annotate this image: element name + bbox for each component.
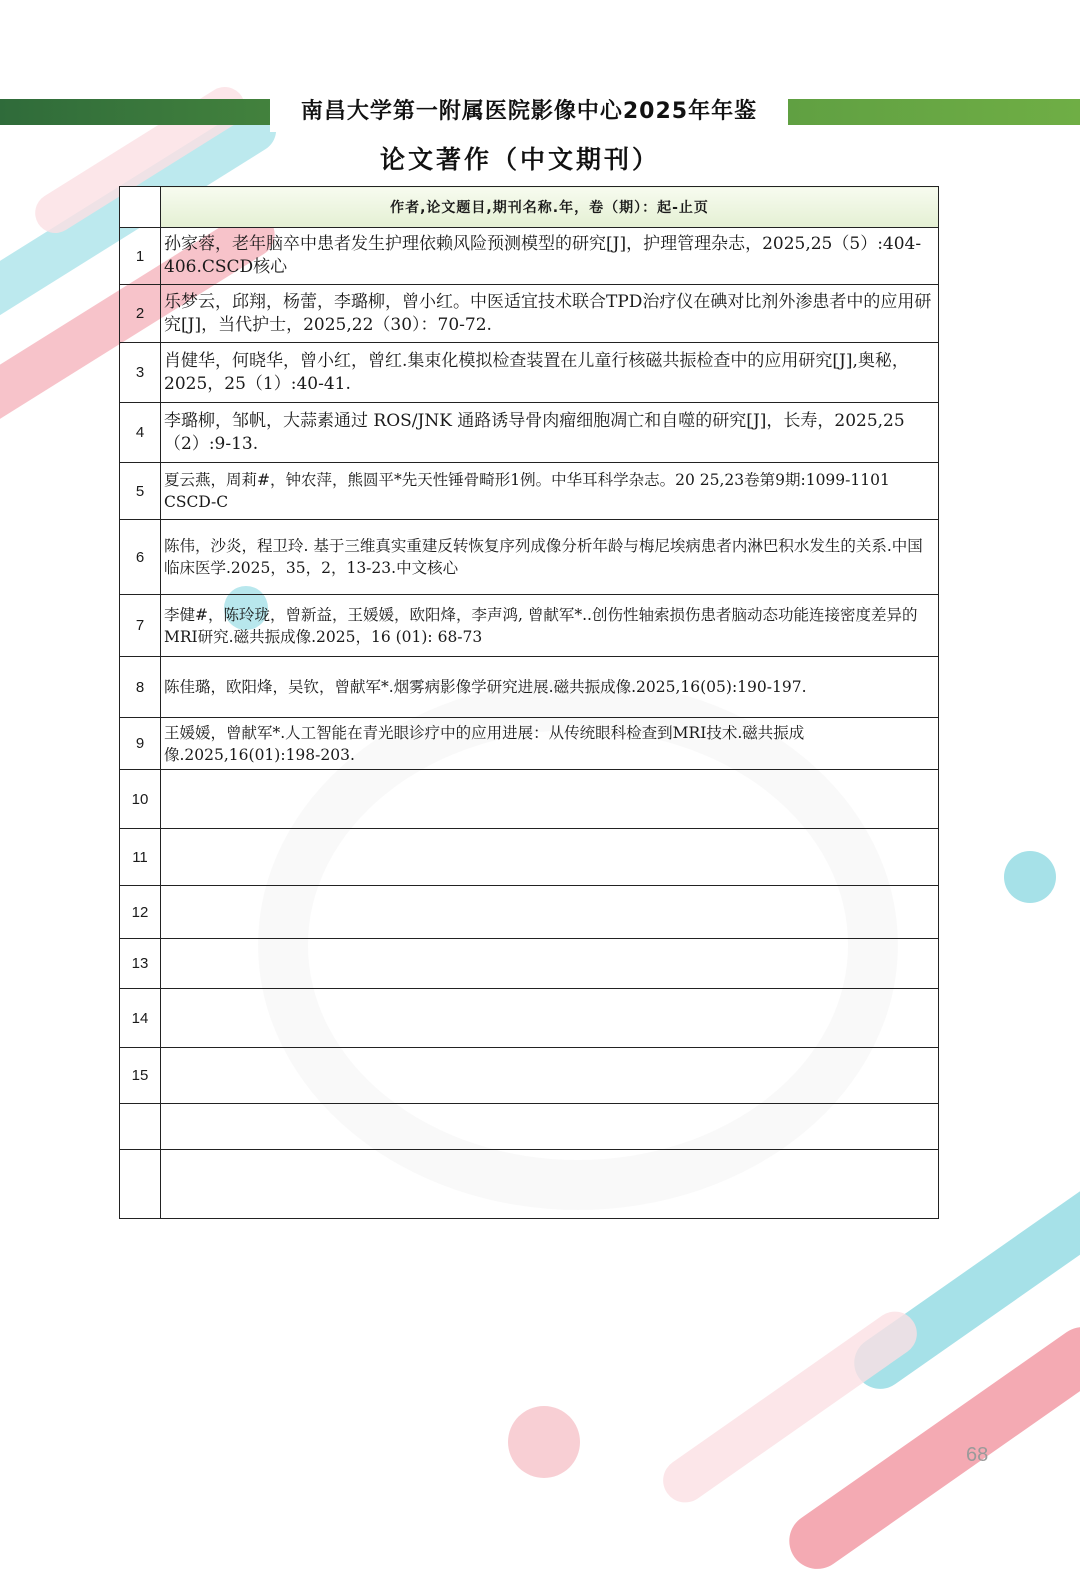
row-number: 15 [120, 1048, 161, 1104]
row-number: 2 [120, 285, 161, 343]
citation [161, 770, 939, 829]
citation: 李璐柳，邹帆，大蒜素通过 ROS/JNK 通路诱导骨肉瘤细胞凋亡和自噬的研究[J]，长寿，2025,25（2）:9-13. [161, 403, 939, 463]
table-header-row [120, 187, 939, 228]
row-number [120, 1150, 161, 1219]
page-number: 68 [966, 1444, 989, 1466]
citation [161, 886, 939, 939]
table-row [120, 770, 939, 829]
publications-table [119, 186, 939, 1219]
table-row [120, 595, 939, 657]
row-number: 10 [120, 770, 161, 829]
table-row [120, 1104, 939, 1150]
table-row [120, 718, 939, 770]
row-number [120, 1104, 161, 1150]
row-number: 6 [120, 520, 161, 595]
citation [161, 1104, 939, 1150]
row-number: 9 [120, 718, 161, 770]
table-row [120, 343, 939, 403]
citation: 王媛媛，曾献军*.人工智能在青光眼诊疗中的应用进展：从传统眼科检查到MRI技术.磁共振成像.2025,16(01):198-203. [161, 718, 939, 770]
section-title: 论文著作（中文期刊） [379, 145, 660, 174]
citation [161, 939, 939, 989]
citation [161, 829, 939, 886]
table-row [120, 228, 939, 285]
table-row [120, 1048, 939, 1104]
citation: 李健#，陈玲珑，曾新益，王媛媛，欧阳烽，李声鸿, 曾献军*..创伤性轴索损伤患者脑动态功能连接密度差异的MRI研究.磁共振成像.2025，16 (01): 68-73 [161, 595, 939, 657]
row-number: 12 [120, 886, 161, 939]
row-number: 13 [120, 939, 161, 989]
row-number: 7 [120, 595, 161, 657]
citation: 肖健华，何晓华，曾小红，曾红.集束化模拟检查装置在儿童行核磁共振检查中的应用研究[J],奥秘，2025，25（1）:40-41. [161, 343, 939, 403]
table-row [120, 1150, 939, 1219]
table-row [120, 657, 939, 718]
table-row [120, 989, 939, 1048]
citation: 陈佳璐，欧阳烽，吴钦，曾献军*.烟雾病影像学研究进展.磁共振成像.2025,16(05):190-197. [161, 657, 939, 718]
citation [161, 989, 939, 1048]
table-row [120, 520, 939, 595]
row-number: 4 [120, 403, 161, 463]
decor-dot-pink-bottom [508, 1406, 580, 1478]
citation [161, 1150, 939, 1219]
table-row [120, 463, 939, 520]
table-row [120, 829, 939, 886]
table-row [120, 285, 939, 343]
row-number: 5 [120, 463, 161, 520]
citation: 陈伟，沙炎，程卫玲. 基于三维真实重建反转恢复序列成像分析年龄与梅尼埃病患者内淋巴积水发生的关系.中国临床医学.2025，35，2，13-23.中文核心 [161, 520, 939, 595]
table-row [120, 939, 939, 989]
row-number: 8 [120, 657, 161, 718]
row-number: 1 [120, 228, 161, 285]
table-row [120, 403, 939, 463]
citation: 孙家蓉，老年脑卒中患者发生护理依赖风险预测模型的研究[J]，护理管理杂志，2025,25（5）:404-406.CSCD核心 [161, 228, 939, 285]
yearbook-title: 南昌大学第一附属医院影像中心2025年年鉴 [270, 92, 788, 132]
row-number: 3 [120, 343, 161, 403]
header-num-cell [120, 187, 161, 228]
citation: 夏云燕，周莉#，钟农萍，熊圆平*先天性锤骨畸形1例。中华耳科学杂志。20 25,23卷第9期:1099-1101 CSCD-C [161, 463, 939, 520]
decor-dot-cyan-right [1004, 851, 1056, 903]
row-number: 11 [120, 829, 161, 886]
citation [161, 1048, 939, 1104]
table-row [120, 886, 939, 939]
row-number: 14 [120, 989, 161, 1048]
column-header: 作者,论文题目,期刊名称.年，卷（期）：起-止页 [161, 187, 939, 228]
citation: 乐梦云，邱翔，杨蕾，李璐柳，曾小红。中医适宜技术联合TPD治疗仪在碘对比剂外渗患者中的应用研究[J]，当代护士，2025,22（30）：70-72. [161, 285, 939, 343]
